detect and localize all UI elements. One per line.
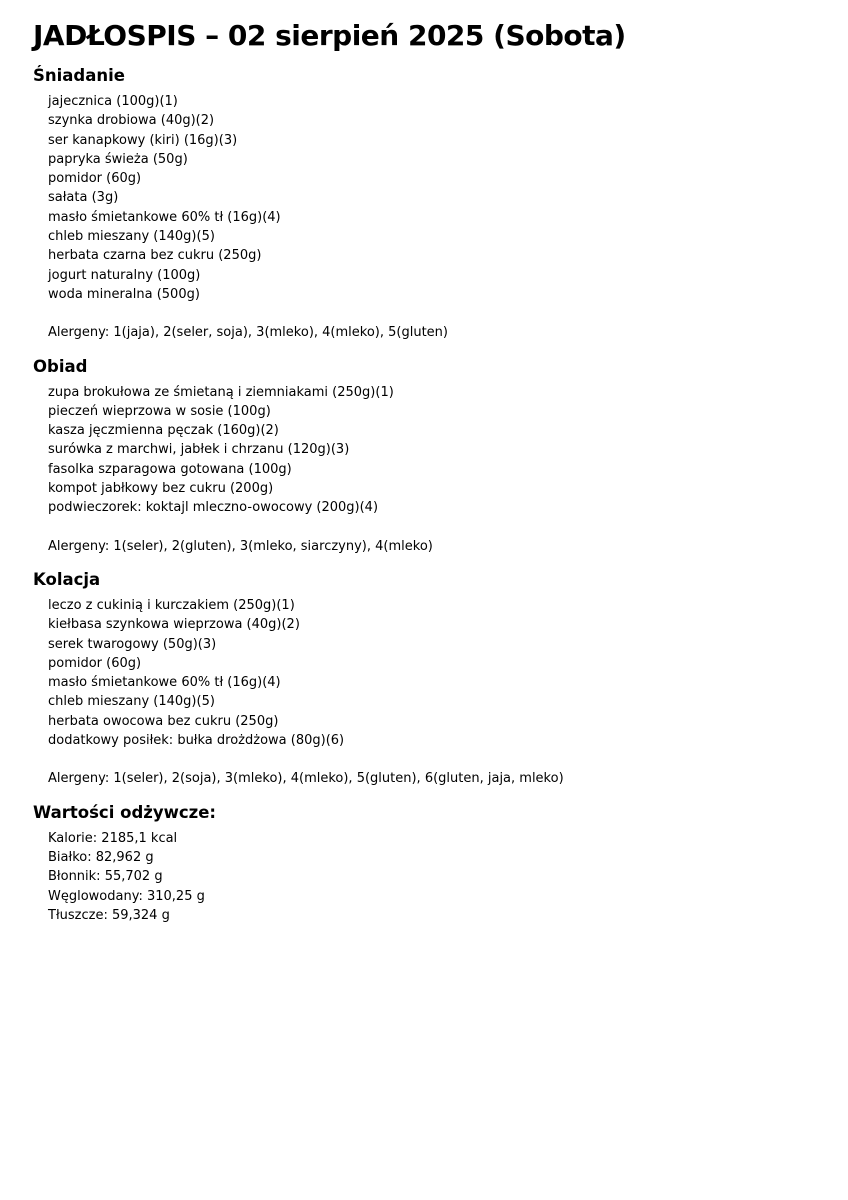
menu-item: jajecznica (100g)(1) <box>48 94 178 109</box>
allergens-line-lunch: Alergeny: 1(seler), 2(gluten), 3(mleko, siarczyny), 4(mleko) <box>48 538 433 554</box>
menu-item: szynka drobiowa (40g)(2) <box>48 113 215 129</box>
menu-item: herbata owocowa bez cukru (250g) <box>48 713 279 729</box>
section-heading-kolacja: Kolacja <box>33 569 101 589</box>
menu-item: kiełbasa szynkowa wieprzowa (40g)(2) <box>48 617 300 633</box>
menu-item: kompot jabłkowy bez cukru (200g) <box>48 481 274 497</box>
nutrition-line-calories: Kalorie: 2185,1 kcal <box>48 830 178 846</box>
menu-item: serek twarogowy (50g)(3) <box>48 636 217 652</box>
menu-item: kasza jęczmienna pęczak (160g)(2) <box>48 423 279 439</box>
nutrition-line-carbs: Węglowodany: 310,25 g <box>48 888 205 904</box>
menu-item: woda mineralna (500g) <box>48 286 200 302</box>
nutrition-line-fiber: Błonnik: 55,702 g <box>48 869 163 885</box>
menu-item: ser kanapkowy (kiri) (16g)(3) <box>48 132 238 148</box>
menu-item: surówka z marchwi, jabłek i chrzanu (120g)(3) <box>48 442 350 458</box>
menu-item: pomidor (60g) <box>48 655 142 671</box>
breakfast-item-list <box>33 92 818 304</box>
section-heading-nutrition: Wartości odżywcze: <box>33 802 217 822</box>
menu-item: jogurt naturalny (100g) <box>48 267 201 283</box>
dinner-item-list <box>33 596 818 750</box>
allergens-line-dinner: Alergeny: 1(seler), 2(soja), 3(mleko), 4(mleko), 5(gluten), 6(gluten, jaja, mleko) <box>48 771 564 787</box>
menu-item: papryka świeża (50g) <box>48 151 188 167</box>
menu-item: sałata (3g) <box>48 190 119 206</box>
menu-item: fasolka szparagowa gotowana (100g) <box>48 461 292 477</box>
menu-item: pomidor (60g) <box>48 171 142 187</box>
nutrition-list <box>33 829 818 925</box>
menu-item: pieczeń wieprzowa w sosie (100g) <box>48 403 271 419</box>
menu-item: masło śmietankowe 60% tł (16g)(4) <box>48 675 281 691</box>
lunch-item-list <box>33 383 818 518</box>
section-heading-sniadanie: Śniadanie <box>33 66 125 85</box>
page-title: JADŁOSPIS – 02 sierpień 2025 (Sobota) <box>33 19 626 52</box>
menu-item: dodatkowy posiłek: bułka drożdżowa (80g)(6) <box>48 733 345 749</box>
menu-item: masło śmietankowe 60% tł (16g)(4) <box>48 209 281 225</box>
menu-item: herbata czarna bez cukru (250g) <box>48 248 262 264</box>
menu-item: zupa brokułowa ze śmietaną i ziemniakami (250g)(1) <box>48 384 394 400</box>
menu-item: leczo z cukinią i kurczakiem (250g)(1) <box>48 597 295 613</box>
menu-item: chleb mieszany (140g)(5) <box>48 694 215 710</box>
menu-item: chleb mieszany (140g)(5) <box>48 229 215 245</box>
allergens-line-breakfast: Alergeny: 1(jaja), 2(seler, soja), 3(mleko), 4(mleko), 5(gluten) <box>48 325 448 341</box>
section-heading-obiad: Obiad <box>33 356 88 376</box>
menu-item: podwieczorek: koktajl mleczno-owocowy (200g)(4) <box>48 500 379 516</box>
nutrition-line-protein: Białko: 82,962 g <box>48 849 154 865</box>
nutrition-line-fat: Tłuszcze: 59,324 g <box>48 907 170 923</box>
